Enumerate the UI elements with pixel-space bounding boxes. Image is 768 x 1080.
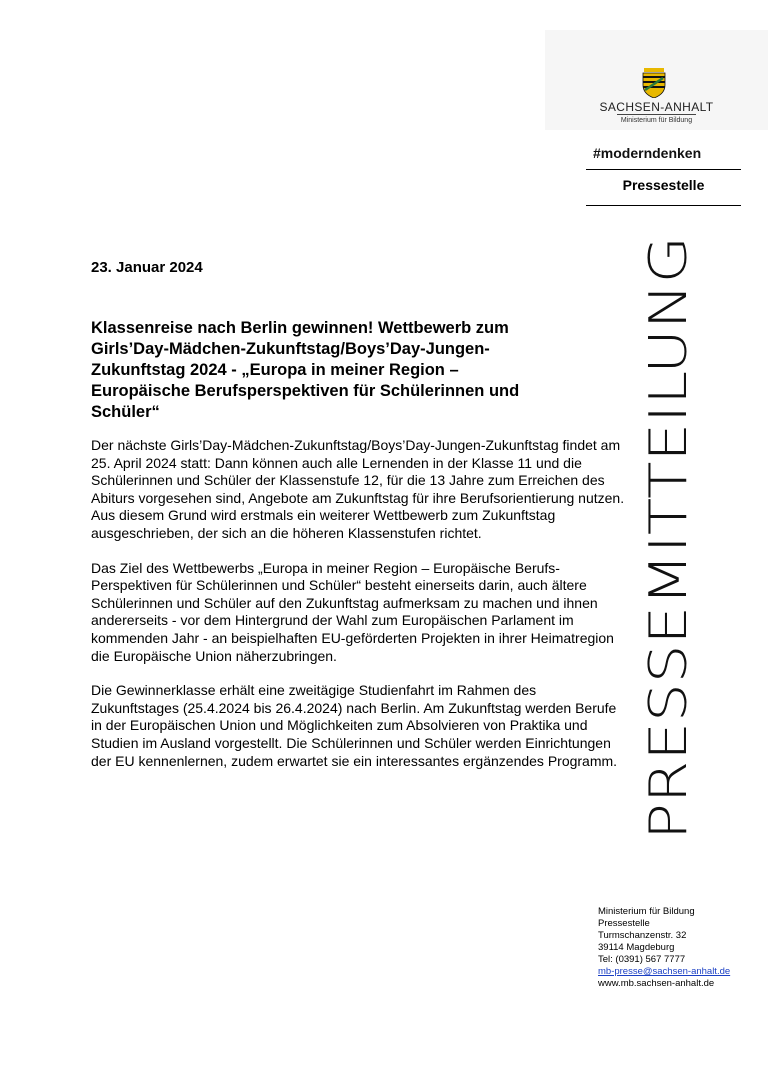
logo-divider bbox=[617, 114, 696, 115]
contact-office: Pressestelle bbox=[598, 918, 650, 929]
headline: Klassenreise nach Berlin gewinnen! Wettbewerb zum Girls’Day-Mädchen-Zukunftstag/Boys’Day-Jungen-Zukunftstag 2024 - „Europa in meiner Region – Europäische Berufsperspektiven für Schülerinnen und Schüler“ bbox=[91, 319, 520, 421]
logo-block bbox=[545, 30, 768, 130]
header-rule-bottom bbox=[586, 205, 741, 206]
state-name: SACHSEN-ANHALT bbox=[599, 100, 714, 114]
body-text bbox=[91, 437, 626, 787]
ministry-subtitle: Ministerium für Bildung bbox=[620, 117, 693, 124]
contact-ministry: Ministerium für Bildung bbox=[598, 906, 695, 917]
pressestelle-heading: Pressestelle bbox=[622, 177, 705, 193]
contact-email-link[interactable]: mb-presse@sachsen-anhalt.de bbox=[598, 966, 731, 977]
hashtag: #moderndenken bbox=[593, 145, 702, 161]
paragraph: Das Ziel des Wettbewerbs „Europa in meiner Region – Europäische Berufs-Perspektiven für Schülerinnen und Schüler“ besteht einerseits darin, auch ältere Schülerinnen und Schüler auf den Zukunftstag aufmerksam zu machen und ihnen andererseits - vor dem Hintergrund der Wahl zum Europäischen Parlament im kommenden Jahr - an beispielhaften EU-geförderten Projekten in ihrer Heimatregion die Europäische Union näherzubringen. bbox=[91, 559, 614, 664]
coat-of-arms-icon bbox=[641, 68, 667, 98]
vertical-label-text: PRESSEMITTEILUNG bbox=[640, 326, 699, 840]
header-rule-top bbox=[586, 169, 741, 170]
contact-block bbox=[598, 906, 758, 990]
contact-phone: Tel: (0391) 567 7777 bbox=[598, 954, 686, 965]
vertical-label bbox=[640, 228, 700, 848]
contact-website[interactable]: www.mb.sachsen-anhalt.de bbox=[598, 978, 715, 989]
contact-city: 39114 Magdeburg bbox=[598, 942, 675, 953]
press-date: 23. Januar 2024 bbox=[91, 259, 203, 276]
paragraph: Der nächste Girls’Day-Mädchen-Zukunftstag/Boys’Day-Jungen-Zukunftstag findet am 25. April 2024 statt: Dann können auch alle Lernenden in der Klasse 11 und die Schülerinnen und Schüler der Klassenstufe 12, für die 13 Jahre zum Erreichen des Abiturs vorgesehen sind, Angebote am Zukunftstag für ihre Berufsorientierung nutzen. Aus diesem Grund wird erstmals ein weiterer Wettbewerb zum Zukunftstag ausgeschrieben, der sich an die höheren Klassenstufen richtet. bbox=[91, 437, 625, 541]
contact-street: Turmschanzenstr. 32 bbox=[598, 930, 687, 941]
paragraph: Die Gewinnerklasse erhält eine zweitägige Studienfahrt im Rahmen des Zukunftstages (25.4.2024 bis 26.4.2024) nach Berlin. Am Zukunftstag werden Berufe in der Europäischen Union und Möglichkeiten zum Absolvieren von Praktika und Studien im Ausland vorgestellt. Die Schülerinnen und Schüler werden Einrichtungen der EU kennenlernen, zudem erwartet sie ein interessantes ergänzendes Programm. bbox=[91, 682, 618, 769]
